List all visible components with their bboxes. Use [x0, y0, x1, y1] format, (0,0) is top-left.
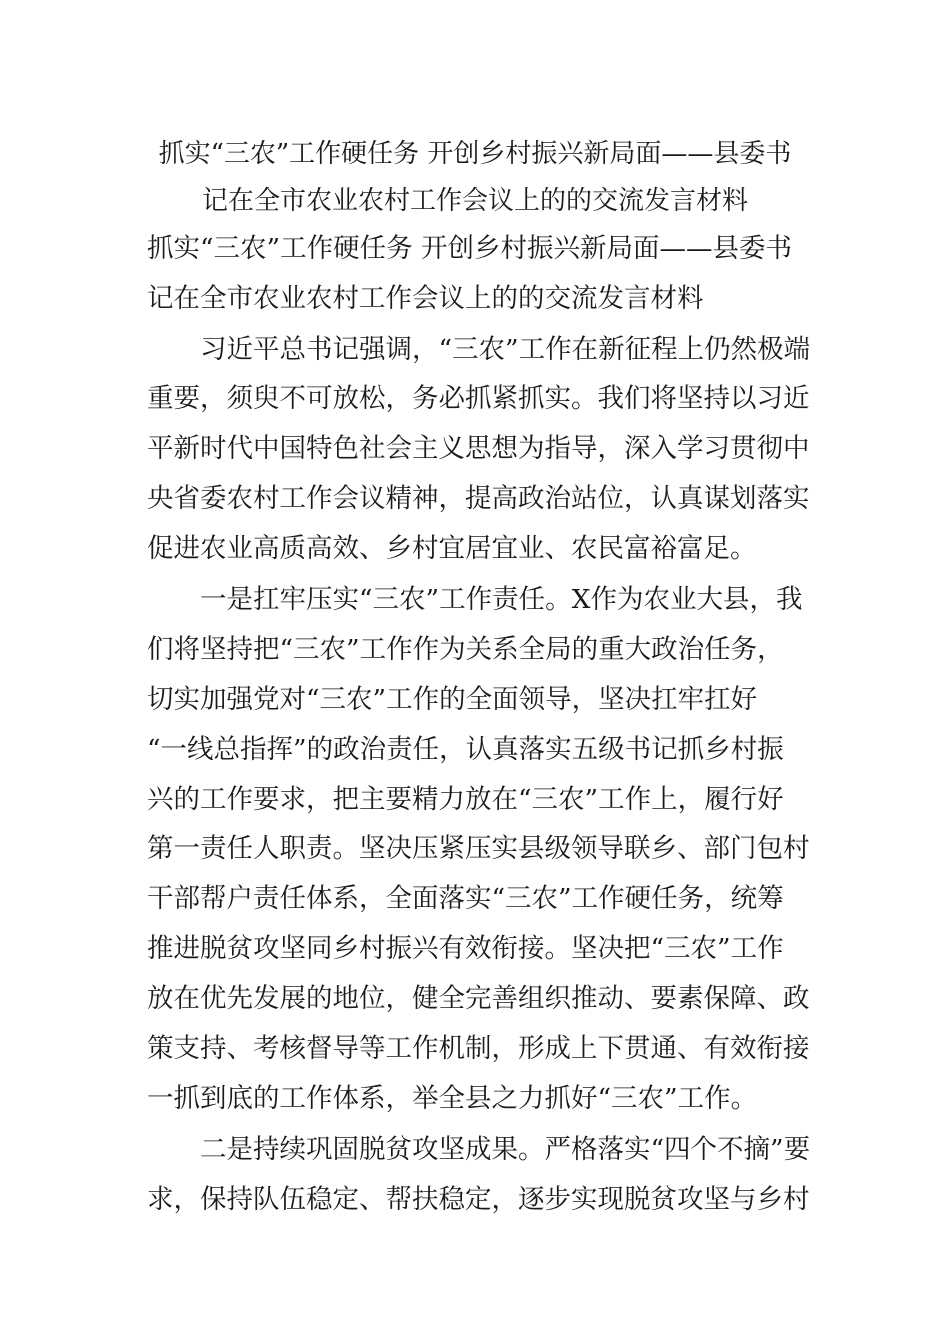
title-line-1: 抓实“三农”工作硬任务 开创乡村振兴新局面——县委书 — [158, 139, 792, 169]
paragraph-line: 求，保持队伍稳定、帮扶稳定，逐步实现脱贫攻坚与乡村 — [147, 1184, 810, 1215]
paragraph-line: 平新时代中国特色社会主义思想为指导，深入学习贯彻中 — [147, 433, 810, 464]
title-repeat-line-1: 抓实“三农”工作硬任务 开创乡村振兴新局面——县委书 — [147, 233, 793, 264]
paragraph-line: 重要，须臾不可放松，务必抓紧抓实。我们将坚持以习近 — [147, 383, 810, 414]
paragraph-line: 们将坚持把“三农”工作作为关系全局的重大政治任务， — [147, 634, 784, 665]
paragraph-line: 切实加强党对“三农”工作的全面领导，坚决扛牢扛好 — [147, 684, 758, 715]
paragraph-line: 推进脱贫攻坚同乡村振兴有效衔接。坚决把“三农”工作 — [147, 933, 784, 964]
paragraph-line: “一线总指挥”的政治责任，认真落实五级书记抓乡村振 — [147, 734, 784, 765]
paragraph-line: 促进农业高质高效、乡村宜居宜业、农民富裕富足。 — [147, 533, 757, 564]
title-repeat-line-2: 记在全市农业农村工作会议上的的交流发言材料 — [147, 283, 704, 314]
paragraph-line: 习近平总书记强调，“三农”工作在新征程上仍然极端 — [147, 334, 811, 365]
paragraph-line: 干部帮户责任体系，全面落实“三农”工作硬任务，统筹 — [147, 883, 784, 914]
paragraph-line: 兴的工作要求，把主要精力放在“三农”工作上，履行好 — [147, 784, 784, 815]
paragraph-line: 央省委农村工作会议精神，提高政治站位，认真谋划落实 — [147, 483, 810, 514]
paragraph-line: 一抓到底的工作体系，举全县之力抓好“三农”工作。 — [147, 1083, 758, 1114]
paragraph-line: 一是扛牢压实“三农”工作责任。X作为农业大县，我 — [147, 584, 803, 615]
paragraph-line: 策支持、考核督导等工作机制，形成上下贯通、有效衔接 — [147, 1033, 810, 1064]
paragraph-line: 放在优先发展的地位，健全完善组织推动、要素保障、政 — [147, 983, 810, 1014]
paragraph-line: 二是持续巩固脱贫攻坚成果。严格落实“四个不摘”要 — [147, 1134, 811, 1165]
paragraph-line: 第一责任人职责。坚决压紧压实县级领导联乡、部门包村 — [147, 833, 810, 864]
title-line-2: 记在全市农业农村工作会议上的的交流发言材料 — [201, 186, 748, 216]
